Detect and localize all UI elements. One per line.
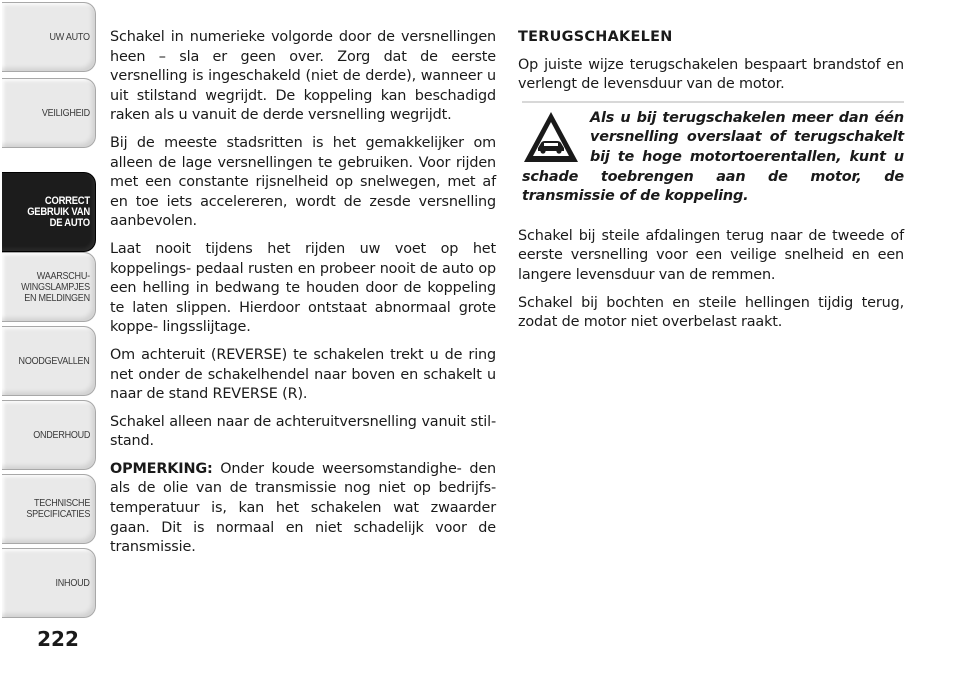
tab-noodgevallen[interactable] [2, 326, 96, 396]
warning-text: Als u bij terugschakelen meer dan één versnelling overslaat of terugschakelt bij te hoge motortoerentallen, kunt u schade toebrengen aan de motor, de transmissie of de koppeling. [522, 109, 904, 205]
note-paragraph [110, 460, 496, 558]
chapter-tabs [0, 0, 98, 625]
tab-onderhoud[interactable] [2, 400, 96, 470]
tab-label: TECHNISCHE SPECIFICATIES [26, 497, 90, 520]
tab-uw-auto[interactable] [2, 2, 96, 72]
paragraph: Schakel bij bochten en steile hellingen tijdig terug, zodat de motor niet overbelast raakt. [518, 294, 904, 331]
left-column [110, 28, 496, 566]
paragraph: Om achteruit (REVERSE) te schakelen trekt u de ring net onder de schakelhendel naar boven en schakelt u naar de stand REVERSE (R). [110, 346, 496, 403]
paragraph: Schakel alleen naar de achteruitversnelling vanuit stil- stand. [110, 413, 496, 450]
paragraph: Bij de meeste stadsritten is het gemakkelijker om alleen de lage versnellingen te gebruiken. Voor rijden met een constante rijsnelheid op snelwegen, met af en toe iets accelereren, wordt de zesde versnelling aanbevolen. [110, 134, 496, 230]
tab-label: VEILIGHEID [41, 106, 90, 119]
page-number: 222 [37, 627, 79, 651]
paragraph: Laat nooit tijdens het rijden uw voet op het koppelings- pedaal rusten en probeer nooit de auto op een helling in bedwang te houden door de koppeling te laten slippen. Hierdoor ontstaat abnormaal grote koppe- lingsslijtage. [110, 240, 496, 336]
tab-label: INHOUD [55, 576, 90, 589]
warning-box [522, 109, 904, 207]
warning-divider [522, 101, 904, 103]
tab-veiligheid[interactable] [2, 78, 96, 148]
tab-label: ONDERHOUD [33, 428, 90, 441]
note-label: OPMERKING: [110, 460, 213, 477]
paragraph: Schakel bij steile afdalingen terug naar de tweede of eerste versnelling voor een veilige snelheid en een langere levensduur van de remmen. [518, 227, 904, 283]
tab-label: WAARSCHU- WINGSLAMPJES EN MELDINGEN [21, 269, 90, 304]
warning-triangle-car-icon [522, 109, 580, 165]
paragraph: Schakel in numerieke volgorde door de versnellingen heen – sla er geen over. Zorg dat de eerste versnelling is ingeschakeld (niet de derde), wanneer u uit stilstand wegrijdt. De koppeling kan beschadigd raken als u vanuit de derde versnelling wegrijdt. [110, 29, 496, 124]
note-text: Onder koude weersomstandighe- den als de olie van de transmissie nog niet op bedrijfs- temperatuur is, kan het schakelen wat zwaarder gaan. Dit is normaal en niet schadelijk voor de transmissie. [110, 460, 496, 556]
tab-technische-specificaties[interactable] [2, 474, 96, 544]
tab-inhoud[interactable] [2, 548, 96, 618]
tab-label: UW AUTO [49, 30, 90, 43]
paragraph: Op juiste wijze terugschakelen bespaart brandstof en verlengt de levensduur van de motor. [518, 56, 904, 93]
tab-correct-gebruik-van-de-auto[interactable] [2, 172, 96, 252]
section-heading: TERUGSCHAKELEN [518, 29, 673, 45]
tab-label: CORRECT GEBRUIK VAN DE AUTO [27, 194, 90, 229]
tab-waarschuwingslampjes[interactable] [2, 252, 96, 322]
tab-label: NOODGEVALLEN [18, 354, 90, 367]
right-column [518, 28, 904, 341]
